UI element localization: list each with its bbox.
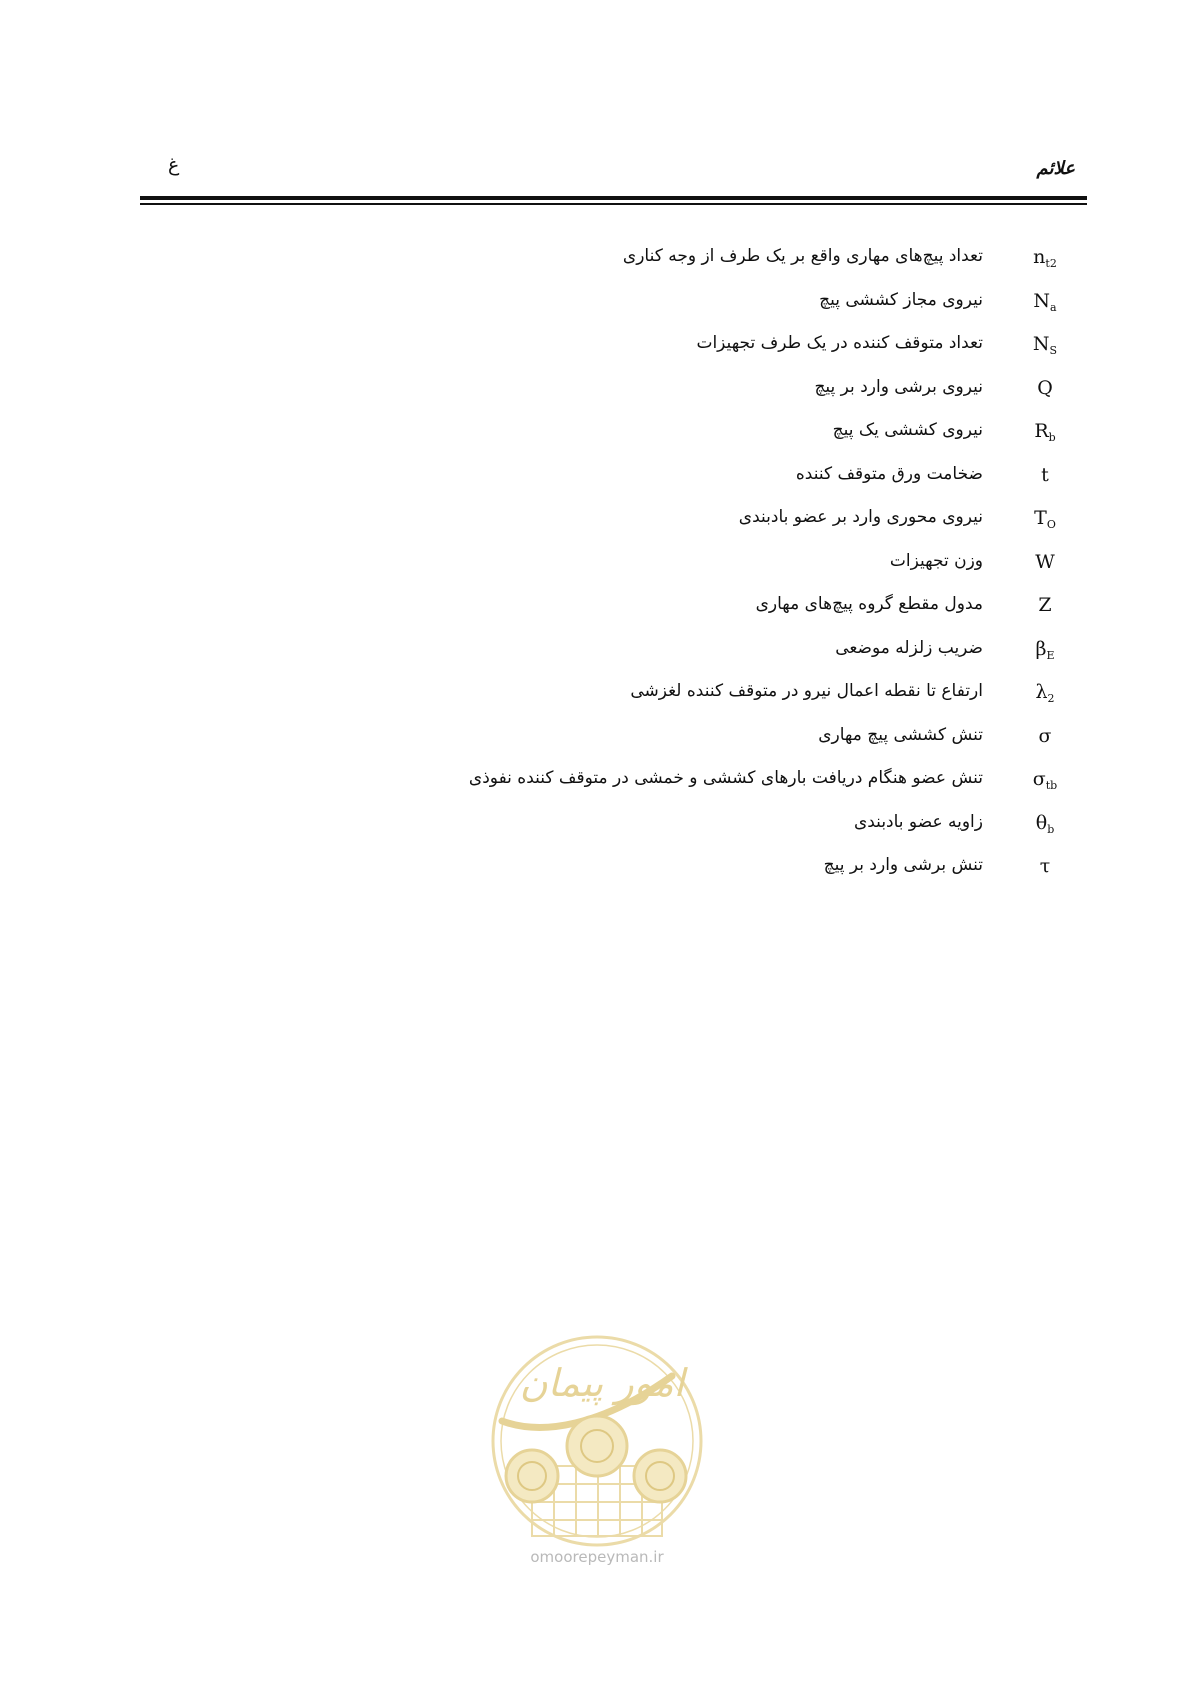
page-header: [0, 0, 1191, 220]
symbol-notation: $\theta_b$: [1035, 811, 1055, 836]
symbol-row: [0, 853, 1191, 897]
symbol-description: نیروی برشی وارد بر پیچ: [814, 376, 983, 397]
header-rule-thin: [140, 203, 1087, 205]
symbol-description: تنش عضو هنگام دریافت بارهای کششی و خمشی در متوقف کننده نفوذی: [468, 768, 983, 788]
symbol-row: [0, 810, 1191, 854]
symbol-description: ارتفاع تا نقطه اعمال نیرو در متوقف کننده لغزشی: [630, 681, 983, 701]
symbol-description: وزن تجهیزات: [889, 550, 983, 571]
symbol-notation: t: [1041, 463, 1049, 486]
symbol-row: [0, 505, 1191, 549]
watermark-logo: [482, 1326, 712, 1576]
symbol-description: زاویه عضو بادبندی: [853, 811, 983, 832]
symbol-notation: W: [1035, 550, 1055, 573]
symbol-row: [0, 723, 1191, 767]
symbol-notation: $\lambda_2$: [1035, 681, 1055, 705]
symbol-notation: $n_{t2}$: [1033, 246, 1057, 270]
symbol-notation: $N_a$: [1033, 289, 1057, 314]
symbol-notation: Q: [1037, 376, 1053, 399]
symbol-description: نیروی کششی یک پیچ: [832, 420, 983, 440]
watermark-url: omoorepeyman.ir: [530, 1548, 664, 1566]
symbol-notation: $\sigma_{tb}$: [1032, 768, 1058, 792]
symbol-description: نیروی مجاز کششی پیچ: [819, 289, 983, 310]
symbol-row: [0, 636, 1191, 680]
symbol-description: تعداد متوقف کننده در یک طرف تجهیزات: [696, 333, 983, 353]
symbol-notation: $N_S$: [1032, 333, 1058, 357]
symbol-row: [0, 679, 1191, 723]
symbol-row: [0, 288, 1191, 332]
section-title: علائم: [1036, 158, 1075, 179]
symbol-description: ضریب زلزله موضعی: [835, 637, 983, 658]
symbol-row: [0, 375, 1191, 419]
symbol-row: [0, 244, 1191, 288]
header-rule-thick: [140, 196, 1087, 200]
symbol-row: [0, 592, 1191, 636]
symbol-description: تنش برشی وارد بر پیچ: [823, 855, 983, 875]
symbol-row: [0, 331, 1191, 375]
symbol-notation: $\beta_E$: [1035, 637, 1055, 662]
symbol-notation: Z: [1038, 594, 1052, 616]
watermark-logo-text: امور پیمان: [519, 1361, 685, 1405]
symbol-description: ضخامت ورق متوقف کننده: [795, 463, 983, 484]
symbol-notation: τ: [1039, 855, 1051, 877]
symbol-notation: $T_O$: [1034, 507, 1056, 531]
symbol-notation: $R_b$: [1034, 420, 1056, 444]
symbol-list: [0, 244, 1191, 897]
symbol-row: [0, 766, 1191, 810]
symbol-description: مدول مقطع گروه پیچ‌های مهاری: [755, 594, 983, 614]
symbol-description: تنش کششی پیچ مهاری: [818, 724, 983, 745]
symbol-row: [0, 418, 1191, 462]
page-number: غ: [168, 154, 180, 176]
symbol-row: [0, 462, 1191, 506]
symbol-description: نیروی محوری وارد بر عضو بادبندی: [738, 507, 983, 527]
symbol-description: تعداد پیچ‌های مهاری واقع بر یک طرف از وجه کناری: [622, 246, 983, 266]
symbol-row: [0, 549, 1191, 593]
symbol-notation: σ: [1038, 724, 1052, 747]
